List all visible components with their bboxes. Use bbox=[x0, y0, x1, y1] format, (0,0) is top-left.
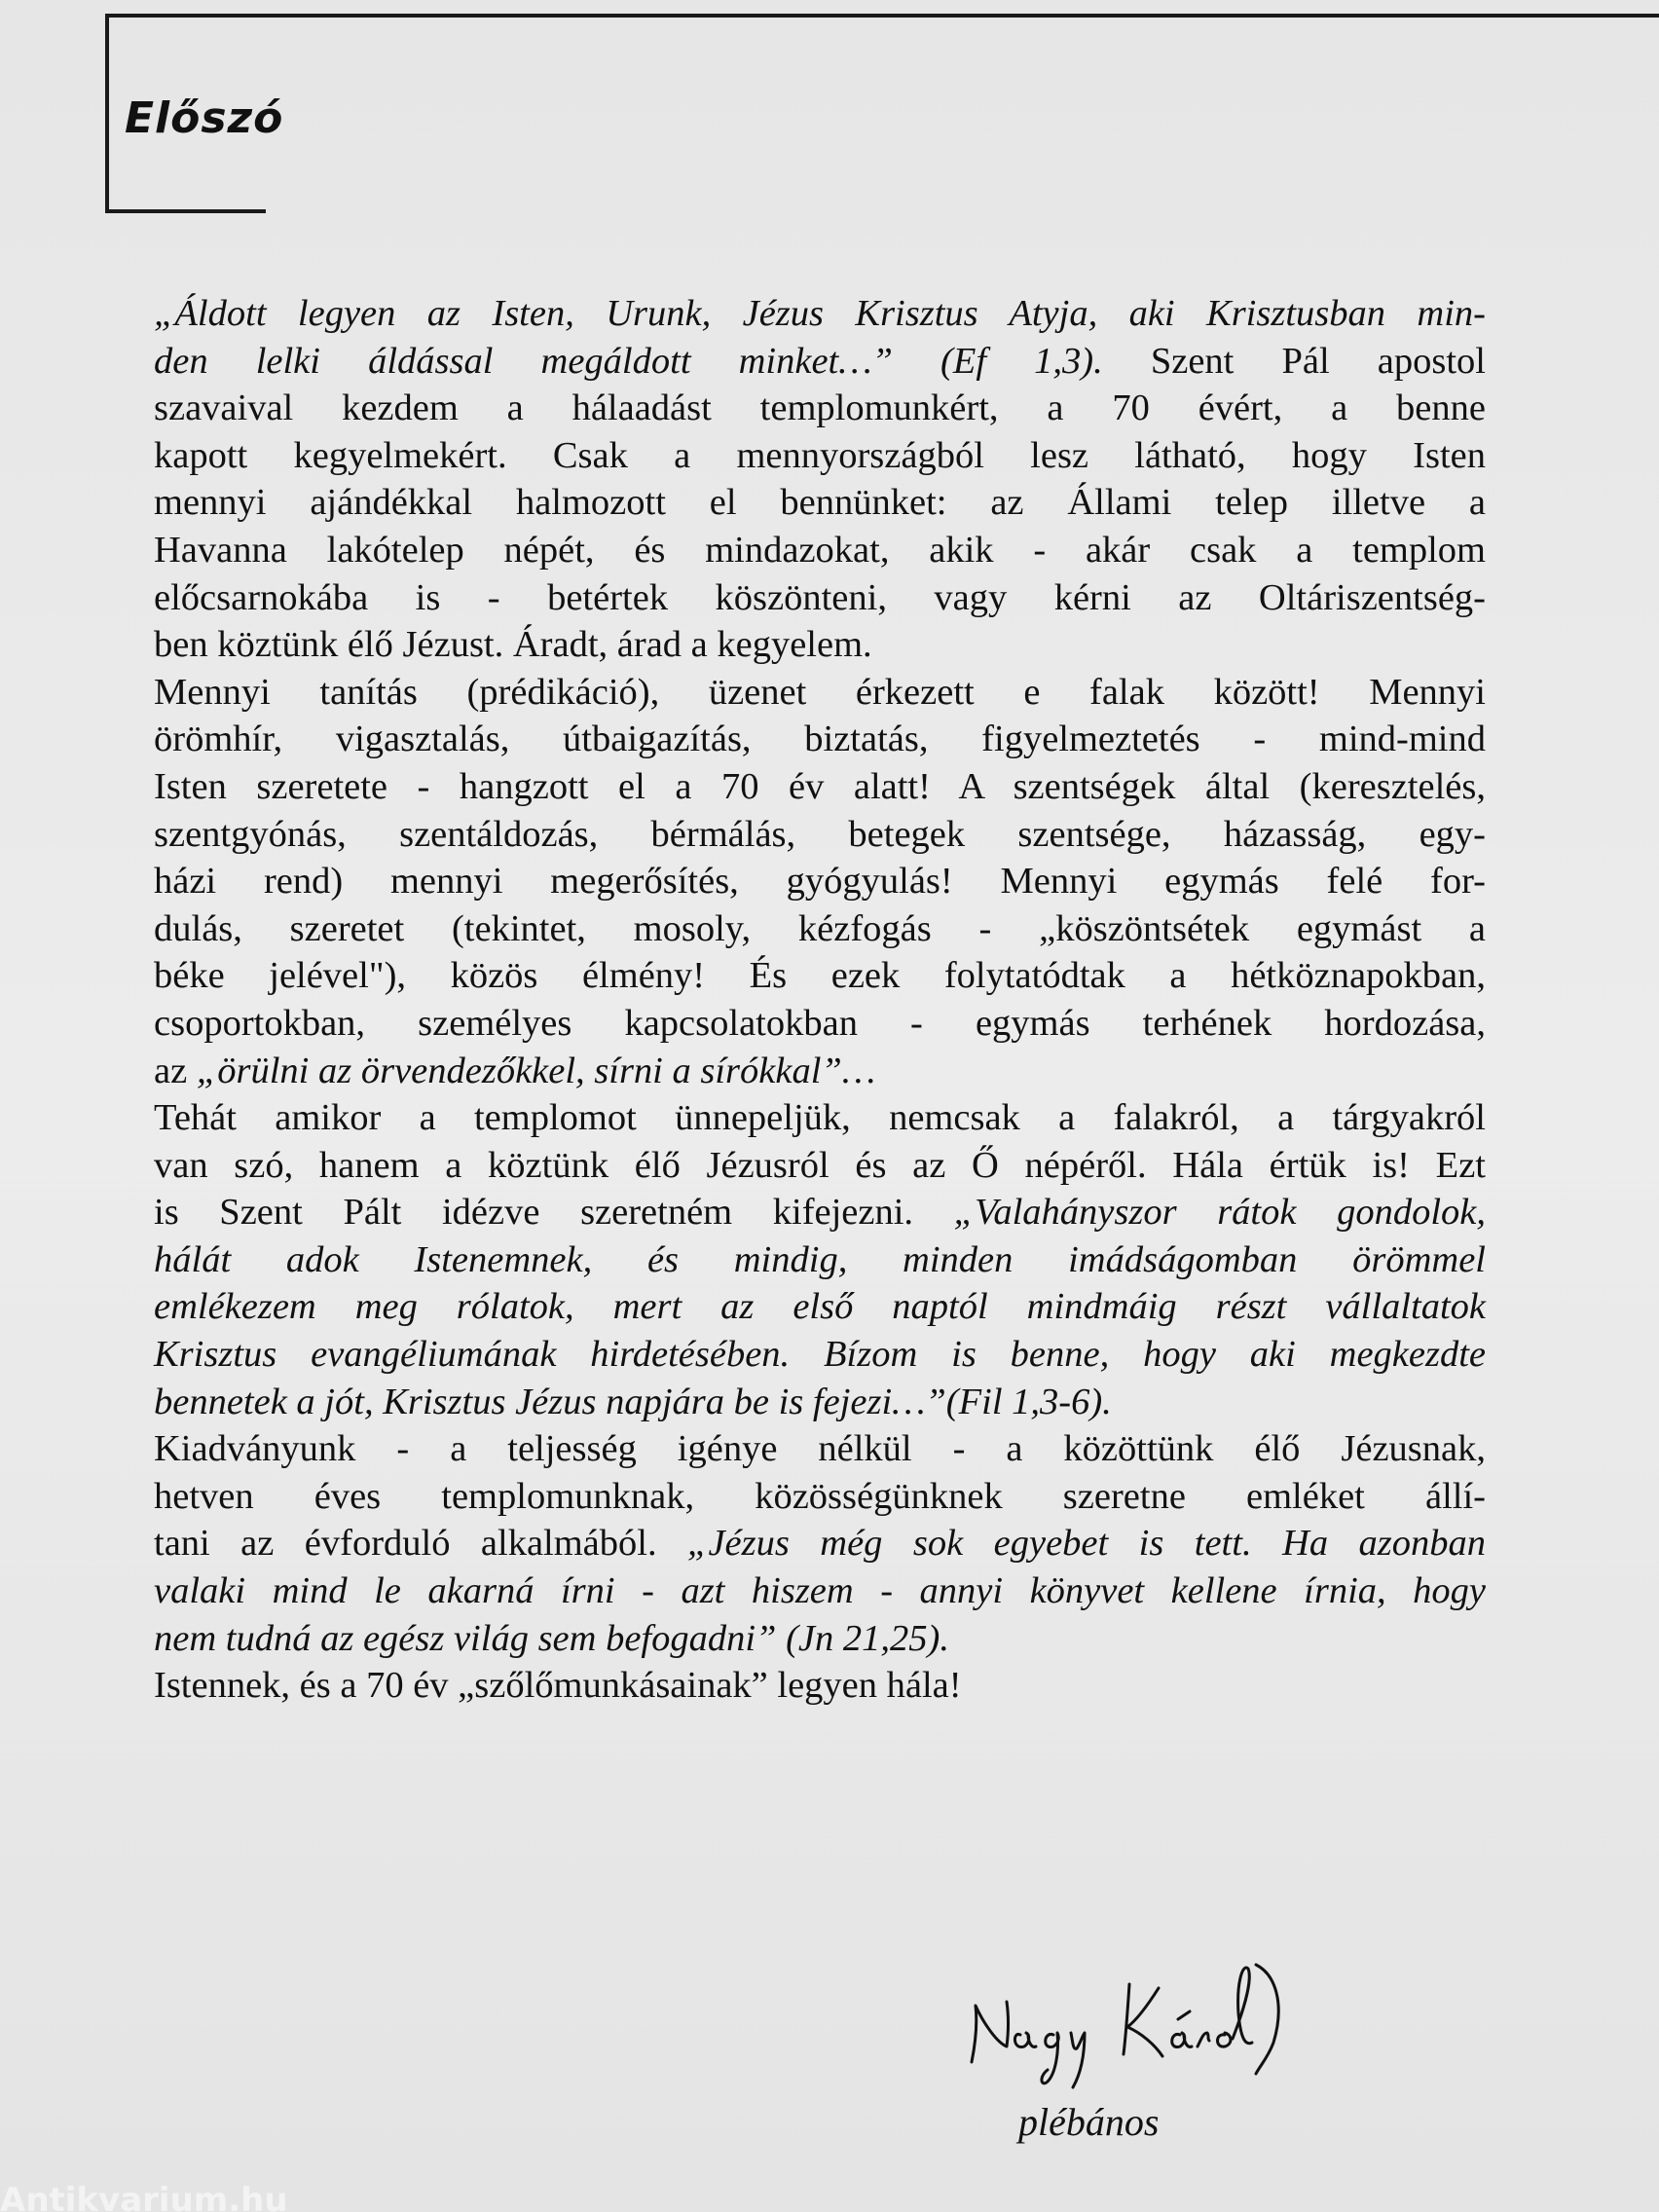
signatory-role: plébános bbox=[1018, 2100, 1160, 2144]
text-line bbox=[154, 763, 1486, 811]
frame-left-rule bbox=[105, 14, 109, 213]
hyphen: - bbox=[1473, 293, 1486, 334]
text-line bbox=[154, 858, 1486, 905]
text-line bbox=[154, 716, 1486, 763]
frame-bottom-rule bbox=[105, 209, 266, 213]
page-title: Előszó bbox=[125, 93, 284, 143]
text-line bbox=[154, 574, 1486, 622]
italic-quote-segment: valaki mind le akarná írni - azt hiszem - annyi könyvet kellene írnia, hogy bbox=[154, 1570, 1486, 1612]
text-line bbox=[154, 1142, 1486, 1190]
text-line bbox=[154, 385, 1486, 432]
italic-quote-segment: emlékezem meg rólatok, mert az első naptól mindmáig részt vállaltatok bbox=[154, 1286, 1486, 1328]
text-segment: szavaival kezdem a hálaadást templomunkért, a 70 évért, a benne bbox=[154, 387, 1486, 429]
text-line bbox=[154, 1473, 1486, 1521]
text-segment: Szent Pál apostol bbox=[1102, 340, 1486, 382]
text-line bbox=[154, 527, 1486, 574]
frame-top-rule bbox=[105, 14, 1659, 18]
text-line bbox=[154, 1662, 1486, 1710]
text-line bbox=[154, 479, 1486, 527]
text-line bbox=[154, 338, 1486, 386]
watermark: Antikvarium.hu bbox=[0, 2181, 288, 2212]
text-segment: kapott kegyelmekért. Csak a mennyországból lesz látható, hogy Isten bbox=[154, 434, 1486, 476]
text-segment: Isten szeretete - hangzott el a 70 év alatt! A szentségek által (keresztelés, bbox=[154, 765, 1486, 807]
text-line bbox=[154, 432, 1486, 480]
text-segment: Tehát amikor a templomot ünnepeljük, nemcsak a falakról, a tárgyakról bbox=[154, 1097, 1486, 1139]
text-line bbox=[154, 952, 1486, 1000]
text-line bbox=[154, 290, 1486, 338]
text-line bbox=[154, 1094, 1486, 1142]
text-line bbox=[154, 1425, 1486, 1473]
text-segment: Kiadványunk - a teljesség igénye nélkül - a közöttünk élő Jézusnak, bbox=[154, 1428, 1486, 1470]
text-line bbox=[154, 621, 1486, 669]
text-segment: is Szent Pált idézve szeretném kifejezni. bbox=[154, 1192, 954, 1234]
text-line bbox=[154, 669, 1486, 717]
italic-quote-segment: „Valahányszor rátok gondolok, bbox=[953, 1192, 1486, 1234]
text-segment: tani az évforduló alkalmából. bbox=[154, 1523, 688, 1565]
italic-quote-segment: „örülni az örvendezőkkel, sírni a sírókkal”… bbox=[196, 1050, 876, 1091]
text-segment: szentgyónás, szentáldozás, bérmálás, betegek szentsége, házasság, egy bbox=[154, 813, 1474, 855]
text-line bbox=[154, 1000, 1486, 1048]
text-segment: béke jelével"), közös élmény! És ezek folytatódtak a hétköznapokban, bbox=[154, 955, 1486, 997]
text-segment: előcsarnokába is - betértek köszönteni, vagy kérni az Oltáriszentség bbox=[154, 576, 1474, 618]
italic-quote-segment: „Áldott legyen az Isten, Urunk, Jézus Krisztus Atyja, aki Krisztusban min bbox=[154, 293, 1474, 334]
italic-quote-segment: „Jézus még sok egyebet is tett. Ha azonban bbox=[687, 1523, 1486, 1565]
text-segment: ben köztünk élő Jézust. Áradt, árad a kegyelem. bbox=[154, 624, 872, 666]
text-line bbox=[154, 1331, 1486, 1379]
text-segment: hetven éves templomunknak, közösségünknek szeretne emléket állí bbox=[154, 1475, 1474, 1517]
italic-quote-segment: hálát adok Istenemnek, és mindig, minden imádságomban örömmel bbox=[154, 1238, 1486, 1280]
italic-quote-segment: Krisztus evangéliumának hirdetésében. Bízom is benne, hogy aki megkezdte bbox=[154, 1334, 1486, 1376]
text-line bbox=[154, 1236, 1486, 1284]
handwritten-signature bbox=[964, 1945, 1295, 2091]
signature-drawing bbox=[964, 1945, 1295, 2091]
text-segment: örömhír, vigasztalás, útbaigazítás, biztatás, figyelmeztetés - mind-mind bbox=[154, 719, 1486, 760]
text-segment: házi rend) mennyi megerősítés, gyógyulás! Mennyi egymás felé for bbox=[154, 861, 1474, 903]
text-line bbox=[154, 1189, 1486, 1236]
text-line bbox=[154, 1615, 1486, 1663]
text-segment: csoportokban, személyes kapcsolatokban - egymás terhének hordozása, bbox=[154, 1002, 1486, 1044]
text-segment: az bbox=[154, 1050, 197, 1091]
italic-quote-segment: den lelki áldással megáldott minket…” (Ef 1,3). bbox=[154, 340, 1103, 382]
text-line bbox=[154, 1048, 1486, 1095]
text-segment: Mennyi tanítás (prédikáció), üzenet érkezett e falak között! Mennyi bbox=[154, 671, 1486, 713]
italic-quote-segment: bennetek a jót, Krisztus Jézus napjára be is fejezi…”(Fil 1,3-6). bbox=[154, 1381, 1112, 1422]
hyphen: - bbox=[1473, 1475, 1486, 1517]
text-segment: Istennek, és a 70 év „szőlőmunkásainak” legyen hála! bbox=[154, 1665, 962, 1707]
text-line bbox=[154, 1379, 1486, 1426]
text-line bbox=[154, 1520, 1486, 1567]
text-line bbox=[154, 1283, 1486, 1331]
text-segment: dulás, szeretet (tekintet, mosoly, kézfogás - „köszöntsétek egymást a bbox=[154, 907, 1486, 949]
text-segment: mennyi ajándékkal halmozott el bennünket: az Állami telep illetve a bbox=[154, 482, 1486, 524]
hyphen: - bbox=[1473, 861, 1486, 903]
italic-quote-segment: nem tudná az egész világ sem befogadni” (Jn 21,25). bbox=[154, 1617, 949, 1659]
text-line bbox=[154, 905, 1486, 953]
hyphen: - bbox=[1473, 576, 1486, 618]
hyphen: - bbox=[1473, 813, 1486, 855]
text-segment: van szó, hanem a köztünk élő Jézusról és az Ő népéről. Hála értük is! Ezt bbox=[154, 1144, 1486, 1186]
signature-name bbox=[1295, 1945, 1296, 1946]
text-line bbox=[154, 811, 1486, 859]
preface-body bbox=[154, 290, 1486, 1710]
text-segment: Havanna lakótelep népét, és mindazokat, akik - akár csak a templom bbox=[154, 529, 1486, 571]
text-line bbox=[154, 1567, 1486, 1615]
